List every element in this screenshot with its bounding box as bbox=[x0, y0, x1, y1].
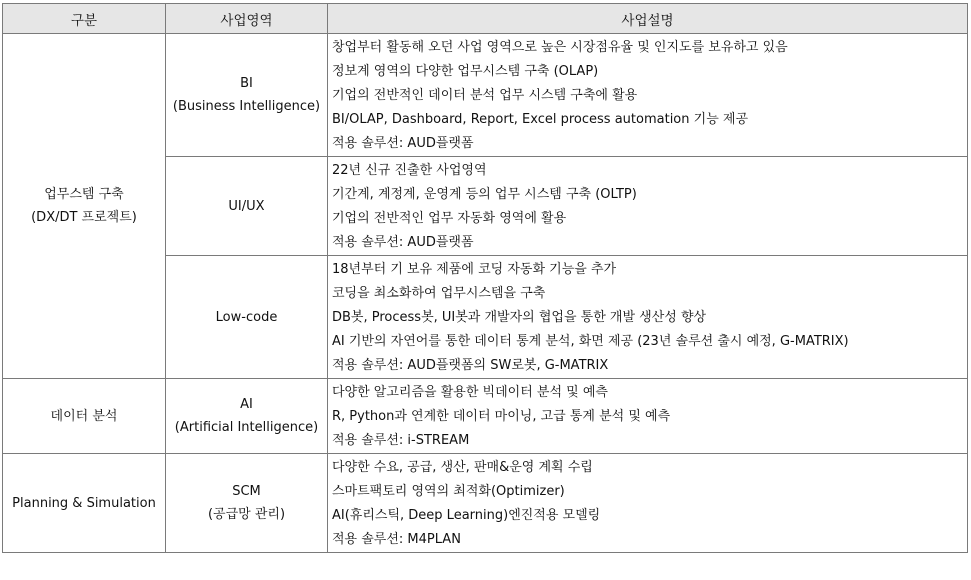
description-line: 스마트팩토리 영역의 최적화(Optimizer) bbox=[332, 484, 565, 499]
category-sublabel: (DX/DT 프로젝트) bbox=[31, 210, 137, 225]
description-line: 정보계 영역의 다양한 업무시스템 구축 (OLAP) bbox=[332, 64, 599, 79]
category-label: Planning & Simulation bbox=[12, 495, 156, 511]
description-line: 적용 솔루션: AUD플랫폼의 SW로봇, G-MATRIX bbox=[332, 358, 609, 373]
table-row bbox=[3, 454, 968, 553]
area-subname: (Business Intelligence) bbox=[172, 99, 321, 114]
description-line: AI 기반의 자연어를 통한 데이터 통계 분석, 화면 제공 (23년 솔루션 출시 예정, G-MATRIX) bbox=[332, 334, 849, 349]
description-line: DB봇, Process봇, UI봇과 개발자의 협업을 통한 개발 생산성 향상 bbox=[332, 310, 707, 325]
category-label: 업무스템 구축 bbox=[44, 187, 124, 202]
header-category: 구분 bbox=[3, 4, 166, 34]
description-line: 22년 신규 진출한 사업영역 bbox=[332, 163, 487, 178]
description-line: 창업부터 활동해 오던 사업 영역으로 높은 시장점유율 및 인지도를 보유하고 있음 bbox=[332, 40, 788, 55]
area-cell bbox=[166, 454, 328, 553]
description-line: 18년부터 기 보유 제품에 코딩 자동화 기능을 추가 bbox=[332, 262, 617, 277]
table-row bbox=[3, 34, 968, 157]
description-line: AI(휴리스틱, Deep Learning)엔진적용 모델링 bbox=[332, 508, 601, 523]
category-cell bbox=[3, 454, 166, 553]
area-name: SCM bbox=[232, 484, 261, 499]
description-line: 기간계, 계정계, 운영계 등의 업무 시스템 구축 (OLTP) bbox=[332, 187, 637, 202]
area-name: Low-code bbox=[215, 309, 278, 325]
description-cell bbox=[328, 34, 968, 157]
category-label: 데이터 분석 bbox=[50, 408, 118, 424]
description-line: 적용 솔루션: AUD플랫폼 bbox=[332, 136, 474, 151]
description-cell bbox=[328, 256, 968, 379]
table-row bbox=[3, 379, 968, 454]
description-line: 다양한 알고리즘을 활용한 빅데이터 분석 및 예측 bbox=[332, 385, 608, 400]
description-cell bbox=[328, 157, 968, 256]
description-cell bbox=[328, 379, 968, 454]
description-line: R, Python과 연계한 데이터 마이닝, 고급 통계 분석 및 예측 bbox=[332, 409, 671, 424]
category-cell bbox=[3, 34, 166, 379]
description-line: 적용 솔루션: M4PLAN bbox=[332, 532, 461, 547]
description-line: 다양한 수요, 공급, 생산, 판매&운영 계획 수립 bbox=[332, 460, 593, 475]
description-line: 적용 솔루션: i-STREAM bbox=[332, 433, 470, 448]
description-line: 적용 솔루션: AUD플랫폼 bbox=[332, 235, 474, 250]
area-cell bbox=[166, 379, 328, 454]
area-name: BI bbox=[240, 76, 253, 91]
description-line: 기업의 전반적인 데이터 분석 업무 시스템 구축에 활용 bbox=[332, 88, 638, 103]
header-business-description: 사업설명 bbox=[328, 4, 968, 34]
header-row bbox=[3, 4, 968, 34]
area-name: UI/UX bbox=[228, 198, 265, 214]
description-line: 코딩을 최소화하여 업무시스템을 구축 bbox=[332, 286, 546, 301]
area-name: AI bbox=[240, 397, 253, 412]
area-cell bbox=[166, 256, 328, 379]
description-line: BI/OLAP, Dashboard, Report, Excel process automation 기능 제공 bbox=[332, 112, 748, 127]
business-table bbox=[2, 3, 968, 553]
description-line: 기업의 전반적인 업무 자동화 영역에 활용 bbox=[332, 211, 567, 226]
header-business-area: 사업영역 bbox=[166, 4, 328, 34]
category-cell bbox=[3, 379, 166, 454]
area-cell bbox=[166, 157, 328, 256]
area-cell bbox=[166, 34, 328, 157]
area-subname: (공급망 관리) bbox=[207, 507, 286, 522]
description-cell bbox=[328, 454, 968, 553]
area-subname: (Artificial Intelligence) bbox=[174, 420, 319, 435]
